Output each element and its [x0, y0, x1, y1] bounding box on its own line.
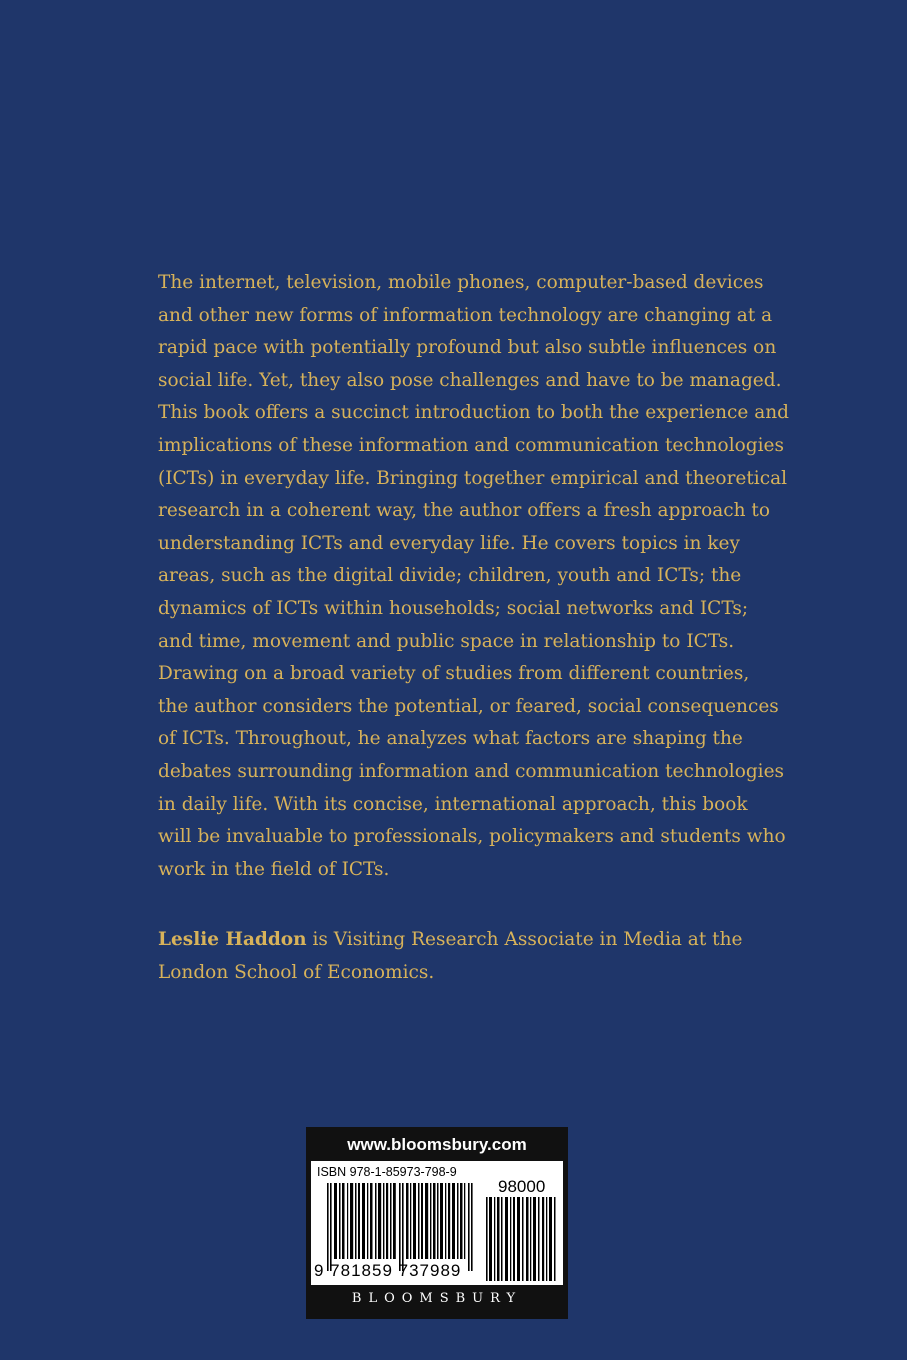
blurb-line: This book offers a succinct introduction to both the experience and	[158, 402, 790, 424]
blurb-line: research in a coherent way, the author offers a fresh approach to	[158, 500, 770, 522]
barcode-panel	[306, 1127, 568, 1319]
blurb-line: understanding ICTs and everyday life. He covers topics in key	[158, 532, 740, 554]
ean-digits: 9 781859 737989	[314, 1261, 462, 1280]
publisher-url[interactable]: www.bloomsbury.com	[347, 1135, 527, 1154]
blurb-line: debates surrounding information and communication technologies	[158, 760, 785, 782]
author-bio-text: is Visiting Research Associate in Media at the	[306, 929, 743, 950]
blurb-line: areas, such as the digital divide; children, youth and ICTs; the	[158, 565, 742, 587]
blurb-line: will be invaluable to professionals, policymakers and students who	[158, 826, 786, 848]
barcode-label	[311, 1161, 563, 1285]
author-bio-line	[158, 924, 758, 957]
blurb-line: and time, movement and public space in relationship to ICTs.	[158, 630, 735, 652]
blurb-line: implications of these information and communication technologies	[158, 434, 784, 456]
blurb-line: of ICTs. Throughout, he analyzes what factors are shaping the	[158, 728, 743, 750]
author-name: Leslie Haddon	[158, 929, 307, 950]
publisher-logo: BLOOMSBURY	[351, 1291, 523, 1306]
blurb-line: rapid pace with potentially profound but also subtle influences on	[158, 337, 777, 359]
price-code: 98000	[498, 1177, 546, 1196]
blurb-text	[158, 267, 790, 886]
blurb-line: The internet, television, mobile phones, computer-based devices	[158, 272, 764, 293]
blurb-line: Drawing on a broad variety of studies from different countries,	[158, 663, 750, 685]
blurb-line: social life. Yet, they also pose challenges and have to be managed.	[158, 369, 782, 391]
blurb-line: (ICTs) in everyday life. Bringing together empirical and theoretical	[158, 467, 788, 489]
blurb-line: the author considers the potential, or feared, social consequences	[158, 695, 779, 717]
blurb-line: and other new forms of information technology are changing at a	[158, 304, 773, 326]
ean-barcode-icon	[327, 1183, 477, 1271]
blurb-line: in daily life. With its concise, international approach, this book	[158, 793, 748, 815]
author-bio-line: London School of Economics.	[158, 961, 435, 983]
blurb-line: work in the field of ICTs.	[158, 858, 390, 880]
isbn-number: ISBN 978-1-85973-798-9	[317, 1165, 457, 1179]
blurb-line: dynamics of ICTs within households; social networks and ICTs;	[158, 597, 749, 619]
price-barcode-icon	[486, 1197, 558, 1281]
author-bio	[158, 924, 758, 989]
